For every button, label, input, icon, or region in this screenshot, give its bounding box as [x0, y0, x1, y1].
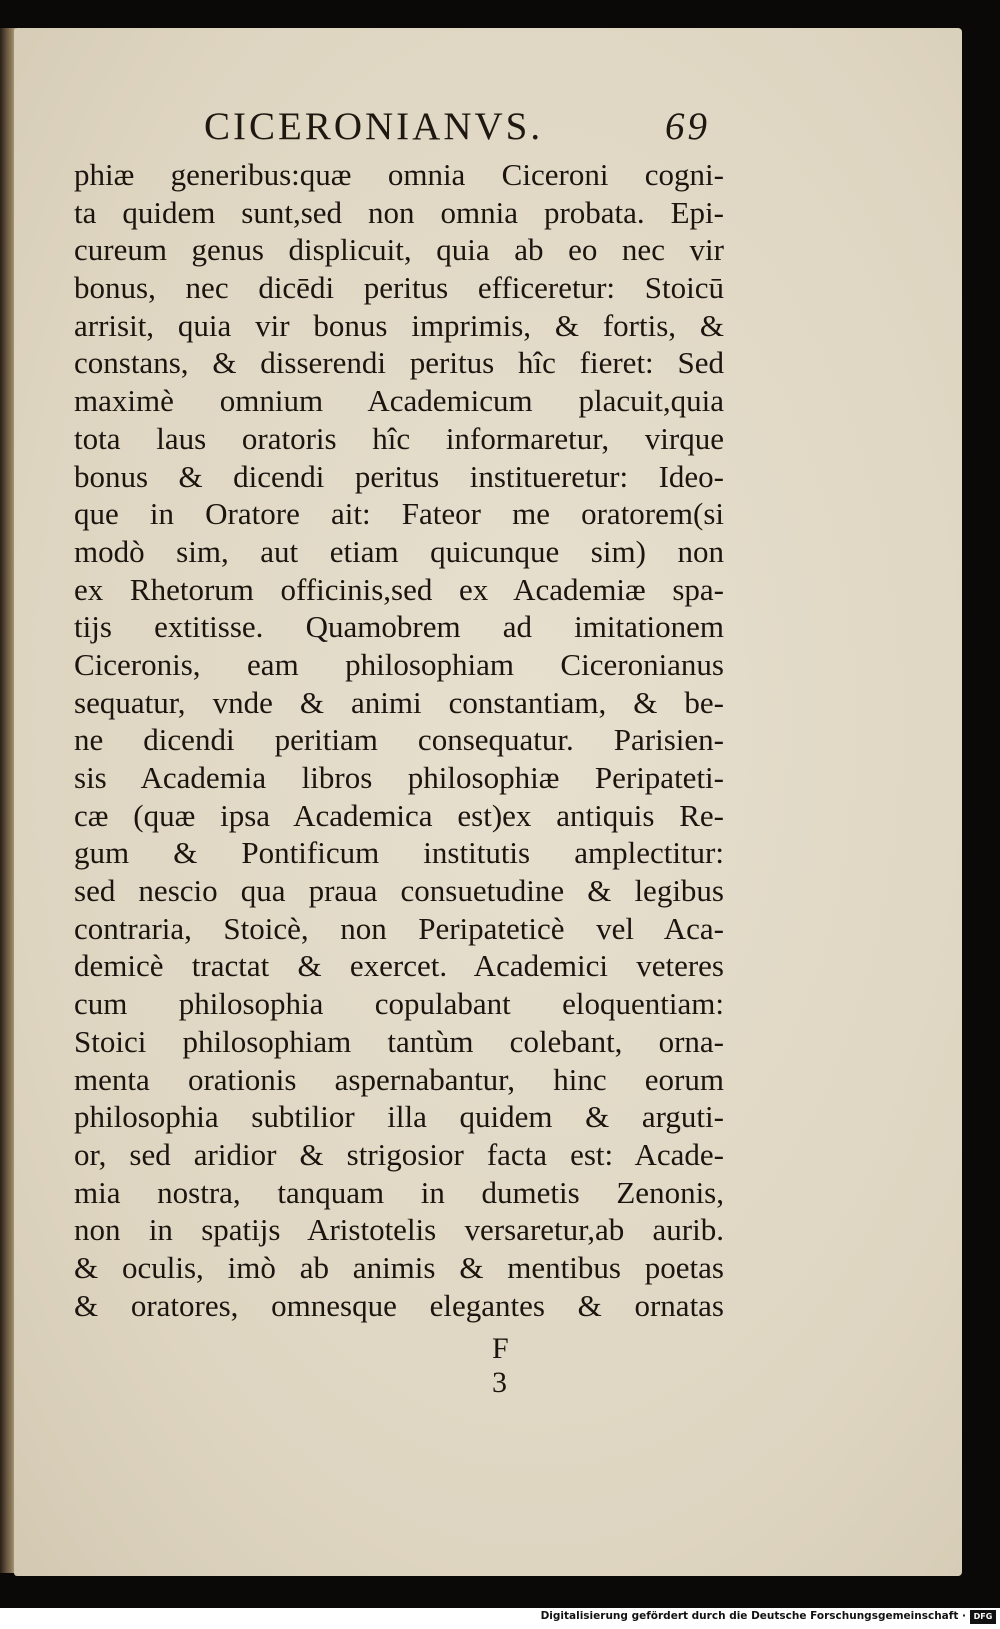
footer-bar — [0, 1608, 1000, 1629]
text-line: Stoici philosophiam tantùm colebant, orna- — [74, 1023, 724, 1059]
text-line: philosophia subtilior illa quidem & arguti- — [74, 1099, 724, 1135]
text-line: demicè tractat & exercet. Academici veteres — [74, 948, 724, 984]
text-line: que in Oratore ait: Fateor me oratorem(si — [74, 496, 724, 532]
text-line: mia nostra, tanquam in dumetis Zenonis, — [74, 1174, 724, 1210]
page-number: 69 — [665, 105, 710, 148]
text-line: non in spatijs Aristotelis versaretur,ab aurib. — [74, 1212, 724, 1248]
funding-credit: Digitalisierung gefördert durch die Deutsche Forschungsgemeinschaft · — [540, 1610, 966, 1622]
text-line: bonus & dicendi peritus institueretur: Ideo- — [74, 458, 724, 494]
text-line: cæ (quæ ipsa Academica est)ex antiquis Re- — [74, 797, 724, 833]
dfg-logo: DFG — [970, 1610, 996, 1624]
signature-mark: F 3 — [492, 1332, 525, 1399]
text-line: phiæ generibus:quæ omnia Ciceroni cogni- — [74, 157, 724, 192]
text-line: sed nescio qua praua consuetudine & legibus — [74, 873, 724, 909]
text-line: tijs extitisse. Quamobrem ad imitationem — [74, 609, 724, 645]
text-line: maximè omnium Academicum placuit,quia — [74, 383, 724, 419]
text-line: contraria, Stoicè, non Peripateticè vel Aca- — [74, 910, 724, 946]
running-head — [190, 98, 710, 154]
text-line: & oratores, omnesque elegantes & ornatas — [74, 1287, 724, 1323]
text-line: ta quidem sunt,sed non omnia probata. Epi- — [74, 194, 724, 230]
text-line: cureum genus displicuit, quia ab eo nec vir — [74, 232, 724, 268]
text-line: cum philosophia copulabant eloquentiam: — [74, 986, 724, 1022]
text-line: sequatur, vnde & animi constantiam, & be- — [74, 684, 724, 720]
text-line: ex Rhetorum officinis,sed ex Academiæ spa- — [74, 571, 724, 607]
text-block — [74, 156, 724, 1336]
text-line: gum & Pontificum institutis amplectitur: — [74, 835, 724, 871]
text-line: bonus, nec dicēdi peritus efficeretur: Stoicū — [74, 270, 724, 306]
text-line: & oculis, imò ab animis & mentibus poetas — [74, 1249, 724, 1285]
text-line: or, sed aridior & strigosior facta est: Acade- — [74, 1136, 724, 1172]
text-line: Ciceronis, eam philosophiam Ciceronianus — [74, 646, 724, 682]
text-line: menta orationis aspernabantur, hinc eorum — [74, 1061, 724, 1097]
text-line: constans, & disserendi peritus hîc fieret: Sed — [74, 345, 724, 381]
text-line: modò sim, aut etiam quicunque sim) non — [74, 533, 724, 569]
text-line: arrisit, quia vir bonus imprimis, & fortis, & — [74, 307, 724, 343]
text-line: ne dicendi peritiam consequatur. Parisien- — [74, 722, 724, 758]
running-title: CICERONIANVS. — [204, 105, 544, 148]
text-line: tota laus oratoris hîc informaretur, virque — [74, 420, 724, 456]
text-line: sis Academia libros philosophiæ Peripateti- — [74, 760, 724, 795]
